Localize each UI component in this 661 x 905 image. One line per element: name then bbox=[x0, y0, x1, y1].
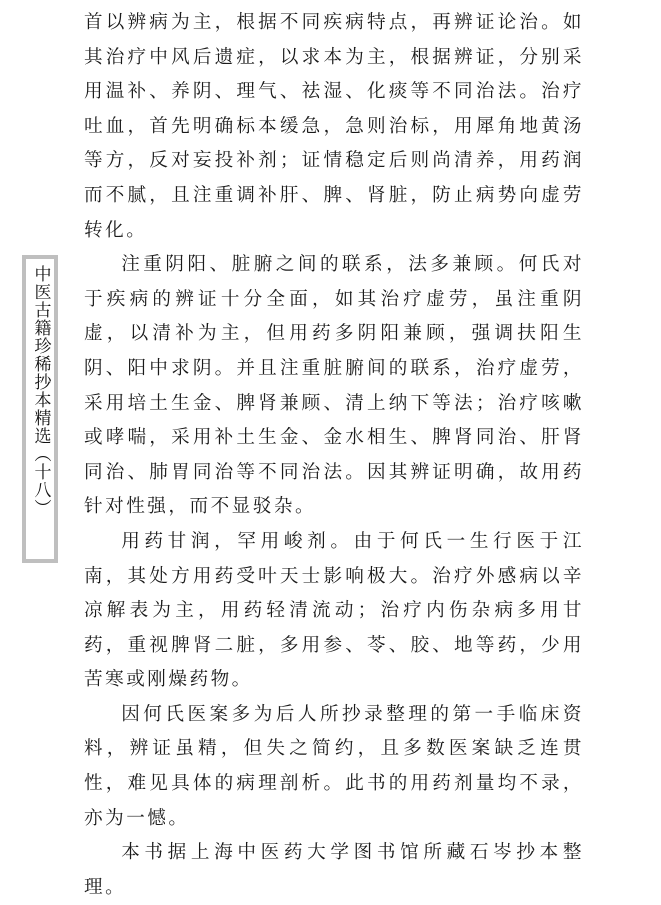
series-title: 中医古籍珍稀抄本精选（十八） bbox=[30, 265, 51, 517]
paragraph-4: 因何氏医案多为后人所抄录整理的第一手临床资料，辨证虽精，但失之简约，且多数医案缺乏连贯性，难见具体的病理剖析。此书的用药剂量均不录，亦为一憾。 bbox=[84, 703, 584, 829]
paragraph-1: 首以辨病为主，根据不同疾病特点，再辨证论治。如其治疗中风后遗症，以求本为主，根据辨证，分别采用温补、养阴、理气、祛湿、化痰等不同治法。治疗吐血，首先明确标本缓急，急则治标，用犀角地黄汤等方，反对妄投补剂；证情稳定后则尚清养，用药润而不腻，且注重调补肝、脾、肾脏，防止病势向虚劳转化。 bbox=[84, 12, 584, 241]
body-text bbox=[84, 6, 584, 905]
series-title-box bbox=[22, 255, 58, 563]
paragraph-3: 用药甘润，罕用峻剂。由于何氏一生行医于江南，其处方用药受叶天士影响极大。治疗外感病以辛凉解表为主，用药轻清流动；治疗内伤杂病多用甘药，重视脾肾二脏，多用参、苓、胶、地等药，少用苦寒或刚燥药物。 bbox=[84, 530, 584, 691]
paragraph-2: 注重阴阳、脏腑之间的联系，法多兼顾。何氏对于疾病的辨证十分全面，如其治疗虚劳，虽注重阴虚，以清补为主，但用药多阴阳兼顾，强调扶阳生阴、阳中求阴。并且注重脏腑间的联系，治疗虚劳，采用培土生金、脾肾兼顾、清上纳下等法；治疗咳嗽或哮喘，采用补土生金、金水相生、脾肾同治、肝肾同治、肺胃同治等不同治法。因其辨证明确，故用药针对性强，而不显驳杂。 bbox=[84, 254, 584, 518]
series-title-inner bbox=[26, 259, 54, 559]
paragraph-5: 本书据上海中医药大学图书馆所藏石岑抄本整理。 bbox=[84, 842, 584, 898]
